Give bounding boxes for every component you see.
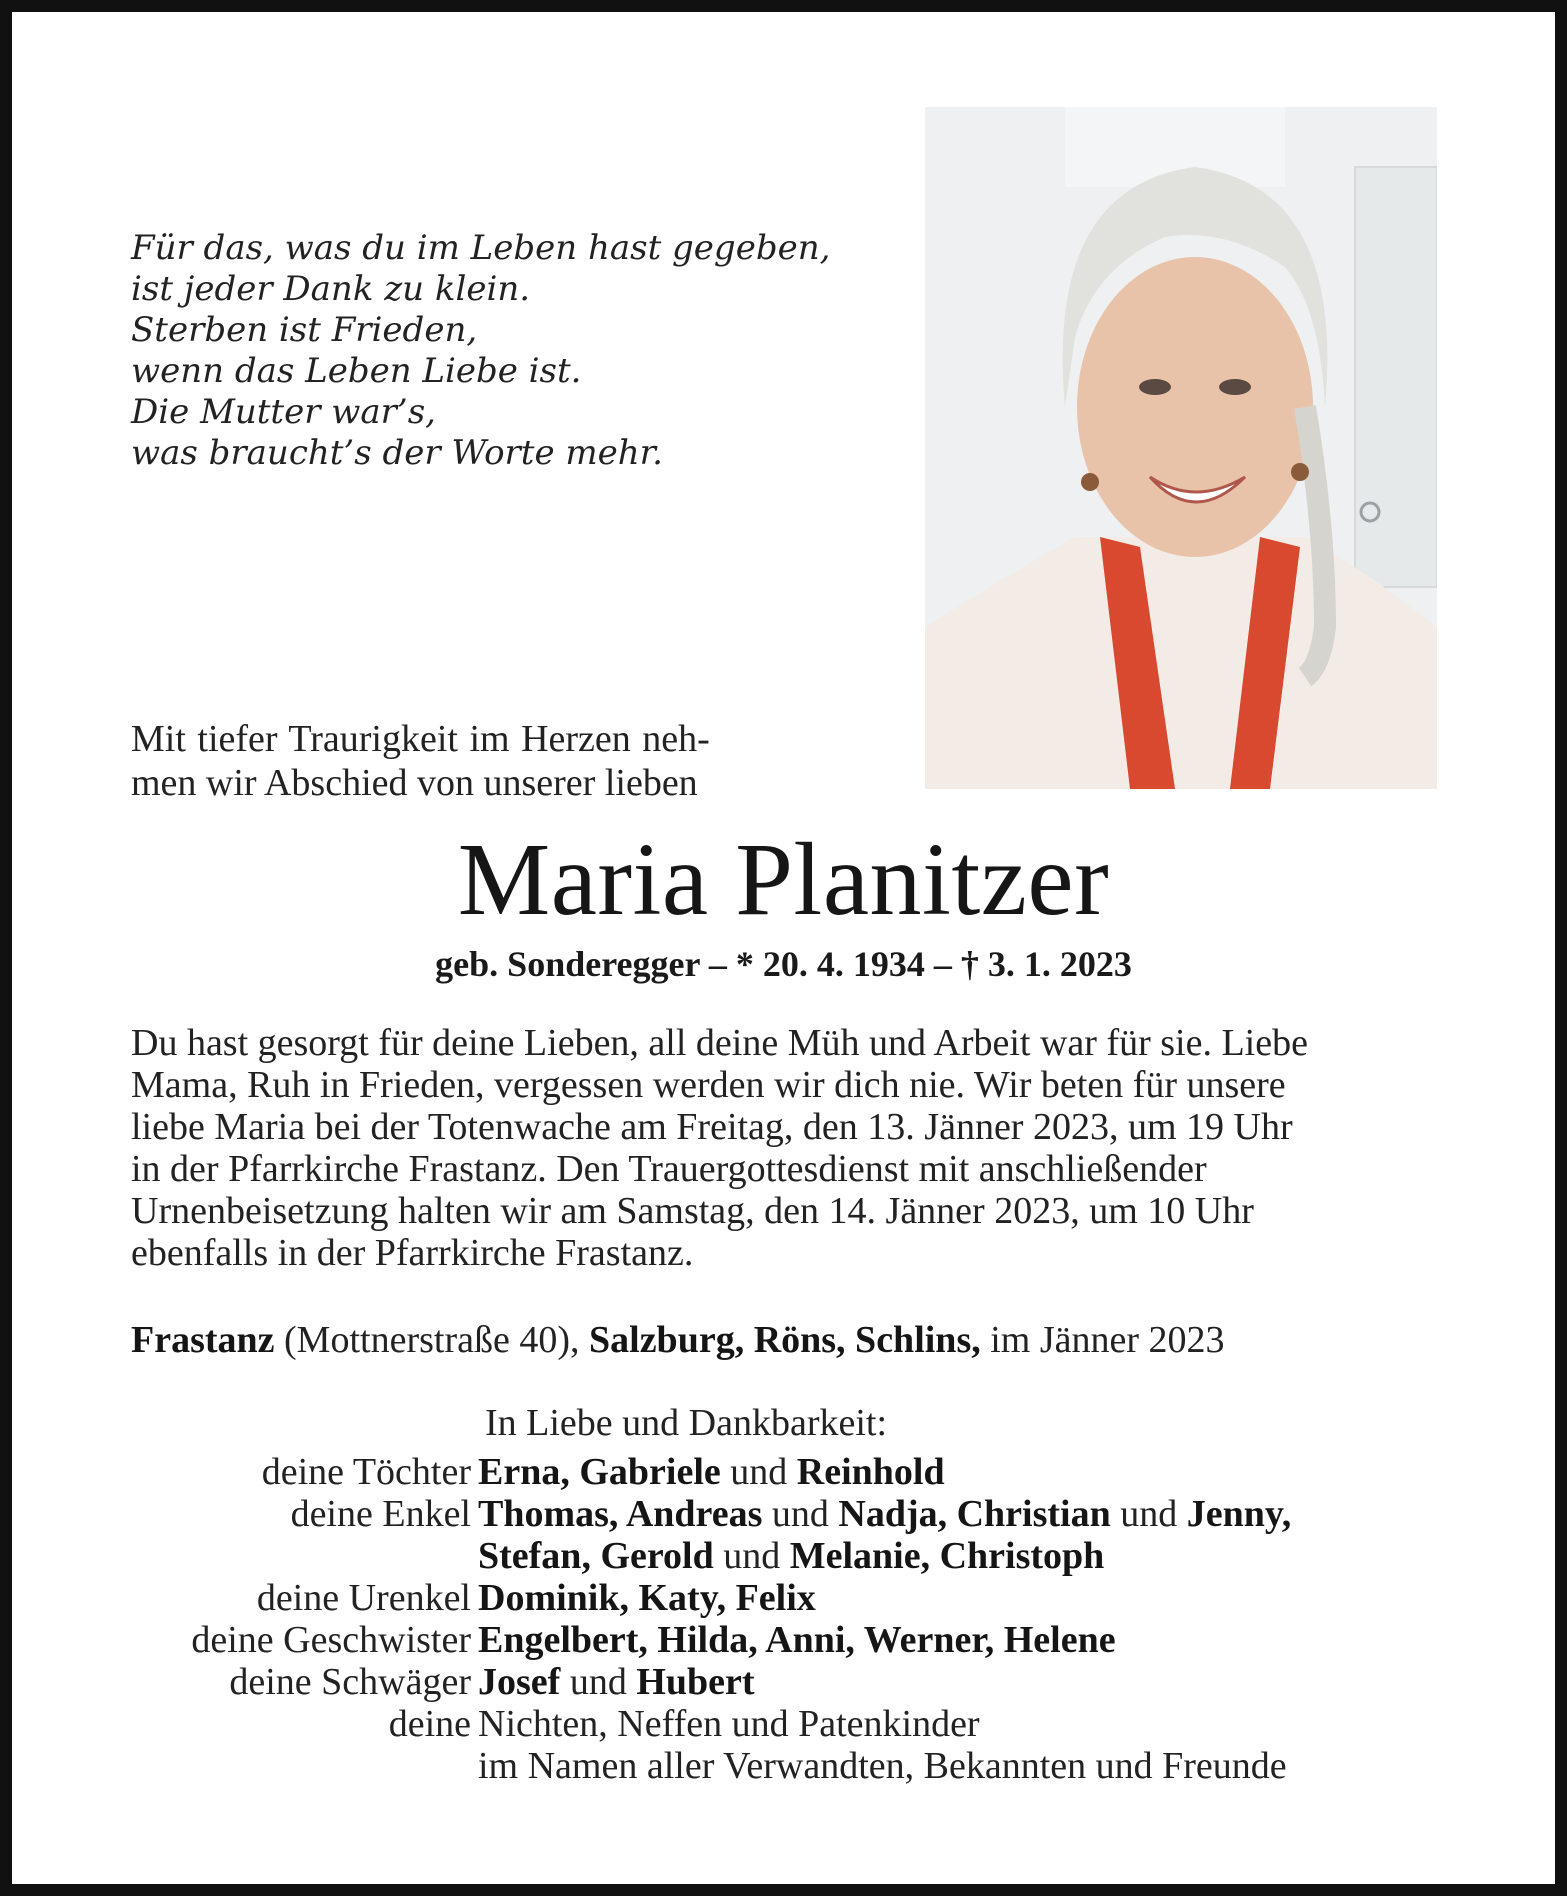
poem-line: wenn das Leben Liebe ist. [131,351,582,391]
name-group: Reinhold [796,1451,945,1493]
poem-line: Sterben ist Frieden, [131,310,478,350]
family-row [60,1745,1460,1787]
family-names: Nichten, Neffen und Patenkinder [478,1703,980,1745]
relation-label: deine [388,1703,471,1745]
name-group: Hubert [636,1661,755,1703]
family-names [478,1661,1460,1703]
body-line: Du hast gesorgt für deine Lieben, all deine Müh und Arbeit war für sie. Liebe [131,1022,1308,1064]
portrait-photo [925,107,1437,789]
place-other: Salzburg, Röns, Schlins, [589,1319,981,1361]
intro-line: Mit tiefer Traurigkeit im Herzen neh- [131,718,710,760]
place-address: (Mottnerstraße 40), [274,1319,589,1361]
body-text [131,1022,1437,1274]
poem [131,228,831,474]
poem-line: ist jeder Dank zu klein. [131,269,531,309]
connector: und [713,1535,790,1577]
family-row [60,1535,1460,1577]
connector: und [720,1451,797,1493]
name-group: Nadja, Christian [838,1493,1111,1535]
relation-label [60,1535,478,1577]
poem-line: Die Mutter war’s, [131,392,436,432]
family-row [60,1451,1460,1493]
relation-label: deine Enkel [290,1493,471,1535]
family-names [478,1451,1460,1493]
relation-label: deine Urenkel [256,1577,471,1619]
body-line: liebe Maria bei der Totenwache am Freitag, den 13. Jänner 2023, um 19 Uhr [131,1106,1293,1148]
poem-line: was braucht’s der Worte mehr. [131,433,663,473]
deceased-name: Maria Planitzer [457,822,1110,937]
body-line: in der Pfarrkirche Frastanz. Den Trauergottesdienst mit anschließender [131,1148,1207,1190]
family-row [60,1703,1460,1745]
relation-label: deine Geschwister [191,1619,471,1661]
body-line: Mama, Ruh in Frieden, vergessen werden wir dich nie. Wir beten für unsere [131,1064,1286,1106]
relation-label: deine Töchter [261,1451,471,1493]
family-names [478,1619,1460,1661]
name-group: Melanie, Christoph [789,1535,1105,1577]
place-line [131,1318,1437,1362]
relation-label [60,1745,478,1787]
family-names [478,1493,1460,1535]
name-group: Josef [478,1661,561,1703]
connector: und [560,1661,637,1703]
place-primary: Frastanz [131,1319,275,1361]
intro-line: men wir Abschied von unserer lieben [131,762,698,804]
love-line: In Liebe und Dankbarkeit: [485,1402,888,1444]
name-group: Jenny, [1186,1493,1292,1535]
family-names [478,1577,1460,1619]
portrait-illustration [925,107,1437,789]
family-row [60,1661,1460,1703]
name-group: Erna, Gabriele [478,1451,721,1493]
family-row [60,1493,1460,1535]
place-date: im Jänner 2023 [980,1319,1225,1361]
family-list [60,1451,1460,1787]
connector: und [762,1493,839,1535]
family-row [60,1619,1460,1661]
connector: und [1110,1493,1187,1535]
family-names [478,1535,1460,1577]
name-group: Dominik, Katy, Felix [478,1577,816,1619]
name-group: Thomas, Andreas [478,1493,763,1535]
body-line: ebenfalls in der Pfarrkirche Frastanz. [131,1232,694,1274]
family-names: im Namen aller Verwandten, Bekannten und Freunde [478,1745,1287,1787]
name-group: Stefan, Gerold [478,1535,714,1577]
birth-death-line: geb. Sonderegger – * 20. 4. 1934 – † 3. 1. 2023 [435,944,1132,984]
body-line: Urnenbeisetzung halten wir am Samstag, den 14. Jänner 2023, um 10 Uhr [131,1190,1254,1232]
poem-line: Für das, was du im Leben hast gegeben, [131,228,831,268]
name-group: Engelbert, Hilda, Anni, Werner, Helene [478,1619,1116,1661]
relation-label: deine Schwäger [229,1661,471,1703]
family-row [60,1577,1460,1619]
intro-text [131,717,811,805]
